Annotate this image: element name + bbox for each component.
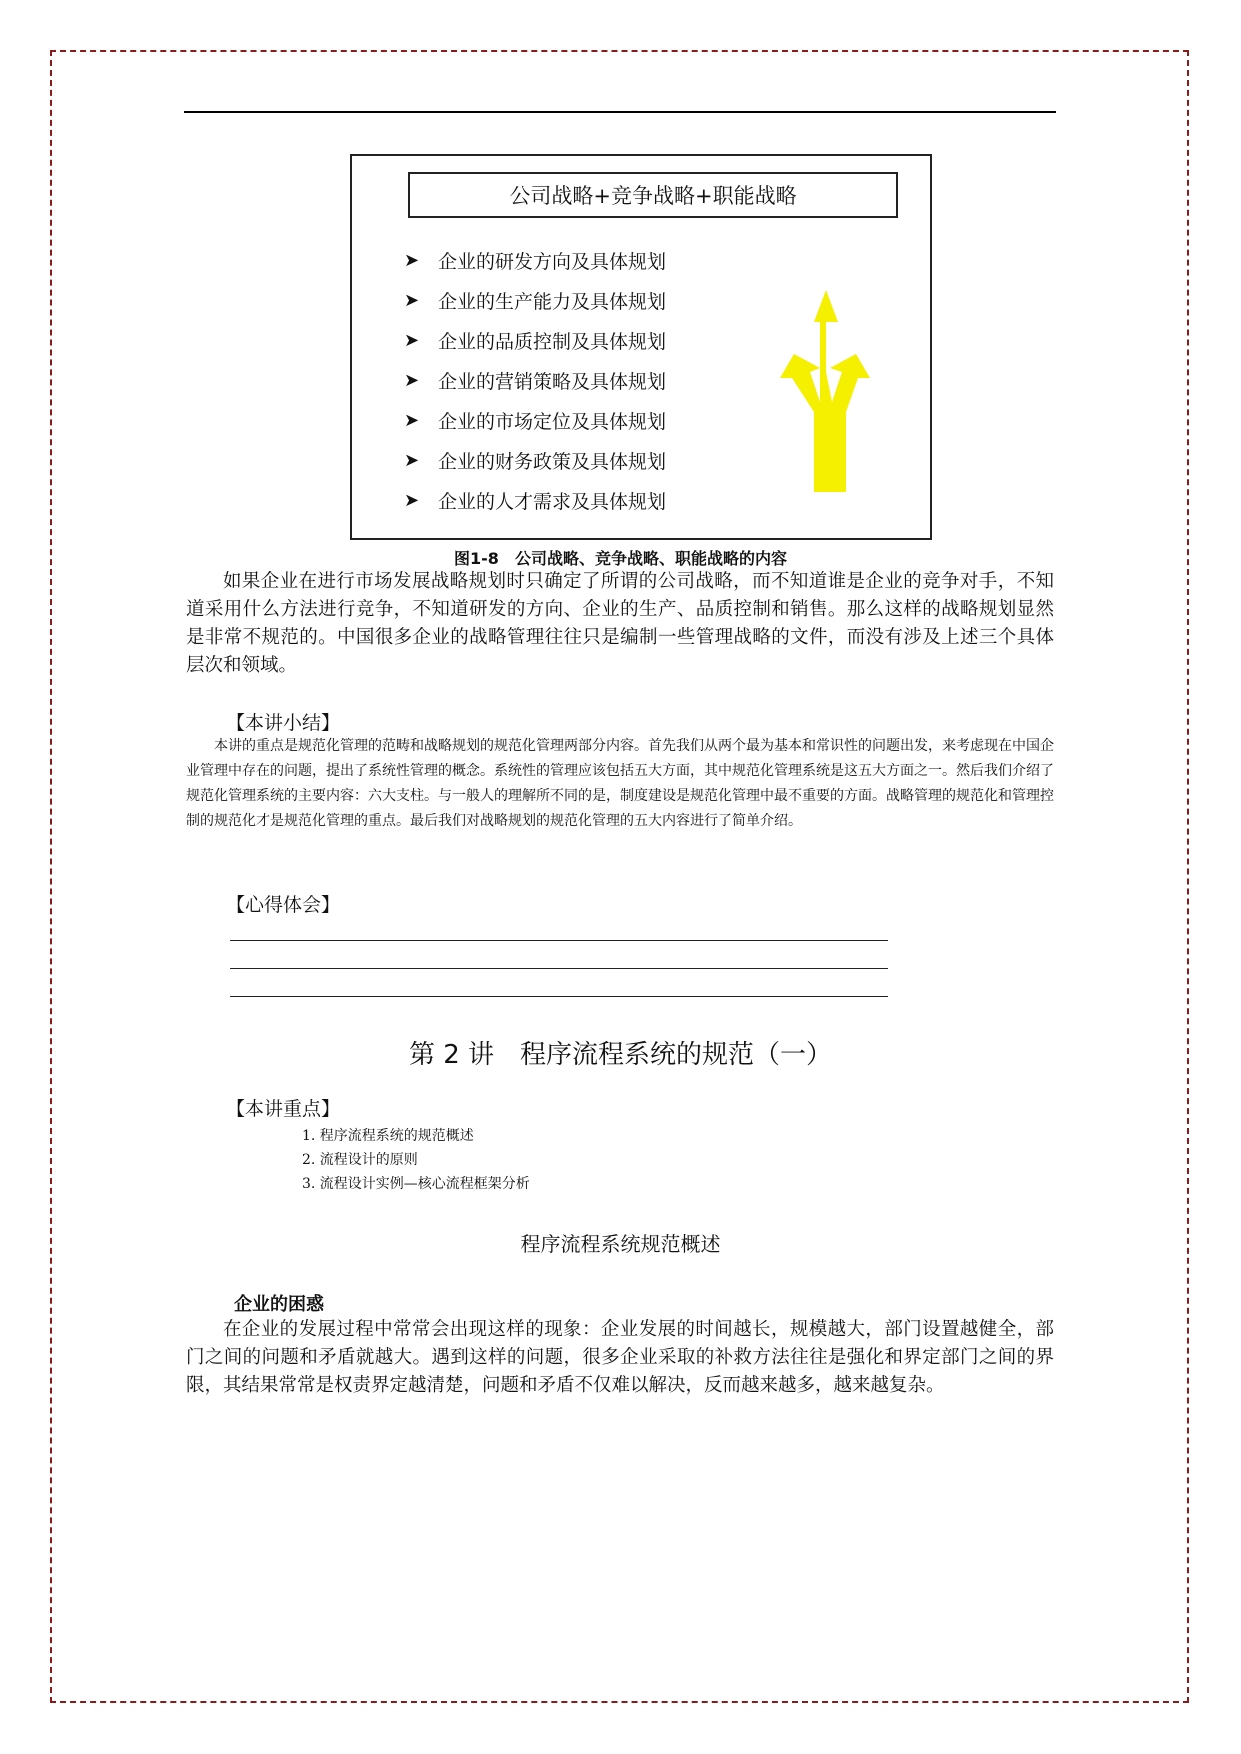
arrow-bullet-icon: ➤ xyxy=(404,409,420,431)
list-item: 1. 程序流程系统的规范概述 xyxy=(302,1128,474,1144)
arrow-bullet-icon: ➤ xyxy=(404,449,420,471)
list-item: 2. 流程设计的原则 xyxy=(302,1152,418,1168)
list-item xyxy=(404,440,666,480)
subsection-title: 程序流程系统规范概述 xyxy=(520,1232,721,1256)
list-item xyxy=(404,360,666,400)
list-item-label: 企业的市场定位及具体规划 xyxy=(438,410,667,433)
header-rule xyxy=(184,111,1056,113)
list-item-label: 企业的研发方向及具体规划 xyxy=(438,250,667,273)
summary-paragraph: 本讲的重点是规范化管理的范畴和战略规划的规范化管理两部分内容。首先我们从两个最为基本和常识性的问题出发，来考虑现在中国企业管理中存在的问题，提出了系统性管理的概念。系统性的管理应该包括五大方面，其中规范化管理系统是这五大方面之一。然后我们介绍了规范化管理系统的主要内容：六大支柱。与一般人的理解所不同的是，制度建设是规范化管理中最不重要的方面。战略管理的规范化和管理控制的规范化才是规范化管理的重点。最后我们对战略规划的规范化管理的五大内容进行了简单介绍。 xyxy=(186,738,1054,829)
figure-item-list xyxy=(404,240,666,520)
figure-title: 公司战略+竞争战略+职能战略 xyxy=(408,172,898,218)
notes-line xyxy=(230,940,888,941)
arrow-bullet-icon: ➤ xyxy=(404,369,420,391)
arrow-bullet-icon: ➤ xyxy=(404,489,420,511)
arrow-bullet-icon: ➤ xyxy=(404,329,420,351)
arrow-bullet-icon: ➤ xyxy=(404,289,420,311)
figure-caption: 图1-8 公司战略、竞争战略、职能战略的内容 xyxy=(454,549,787,568)
three-way-arrow-icon xyxy=(762,282,892,492)
notes-label: 【心得体会】 xyxy=(226,894,341,916)
list-item-label: 企业的生产能力及具体规划 xyxy=(438,290,667,313)
list-item: 3. 流程设计实例—核心流程框架分析 xyxy=(302,1176,530,1192)
list-item xyxy=(404,320,666,360)
body-paragraph: 如果企业在进行市场发展战略规划时只确定了所谓的公司战略，而不知道谁是企业的竞争对手，不知道采用什么方法进行竞争，不知道研发的方向、企业的生产、品质控制和销售。那么这样的战略规划显然是非常不规范的。中国很多企业的战略管理往往只是编制一些管理战略的文件，而没有涉及上述三个具体层次和领域。 xyxy=(186,571,1054,676)
notes-line xyxy=(230,968,888,969)
list-item-label: 企业的品质控制及具体规划 xyxy=(438,330,667,353)
section-heading: 企业的困惑 xyxy=(234,1294,324,1315)
list-item xyxy=(404,400,666,440)
list-item-label: 企业的营销策略及具体规划 xyxy=(438,370,667,393)
body-paragraph: 在企业的发展过程中常常会出现这样的现象：企业发展的时间越长，规模越大，部门设置越健全，部门之间的问题和矛盾就越大。遇到这样的问题，很多企业采取的补救方法往往是强化和界定部门之间的界限，其结果常常是权责界定越清楚，问题和矛盾不仅难以解决，反而越来越多，越来越复杂。 xyxy=(186,1319,1054,1396)
list-item xyxy=(404,240,666,280)
list-item-label: 企业的财务政策及具体规划 xyxy=(438,450,667,473)
key-points-list xyxy=(302,1124,530,1196)
arrow-bullet-icon: ➤ xyxy=(404,249,420,271)
list-item-label: 企业的人才需求及具体规划 xyxy=(438,490,667,513)
key-points-label: 【本讲重点】 xyxy=(226,1098,341,1120)
list-item xyxy=(404,480,666,520)
list-item xyxy=(404,280,666,320)
strategy-figure xyxy=(350,154,932,540)
notes-line xyxy=(230,996,888,997)
lecture-title: 第 2 讲 程序流程系统的规范（一） xyxy=(408,1040,833,1070)
summary-label: 【本讲小结】 xyxy=(226,712,341,734)
